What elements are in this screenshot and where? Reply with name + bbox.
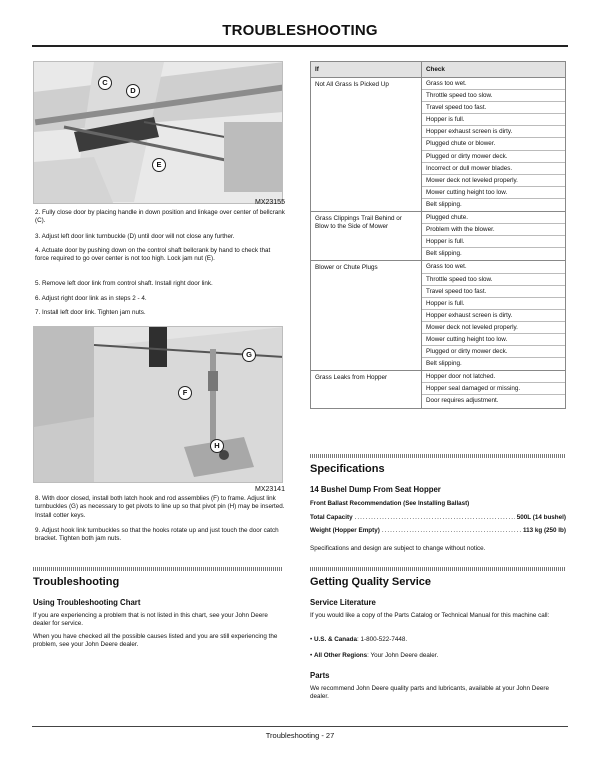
- check-item: Hopper exhaust screen is dirty.: [422, 126, 565, 138]
- other-regions-line: • All Other Regions: Your John Deere dealer.: [310, 652, 439, 659]
- check-item: Travel speed too fast.: [422, 102, 565, 114]
- check-cell: [422, 212, 566, 261]
- other-regions-value: : Your John Deere dealer.: [367, 652, 439, 659]
- step-text: 5. Remove left door link from control shaft. Install right door link.: [35, 280, 213, 287]
- step-text: 9. Adjust hook link turnbuckles so that the hooks rotate up and just touch the door catch bracket. Tighten both jam nuts.: [35, 527, 279, 543]
- check-item: Plugged chute or blower.: [422, 138, 565, 150]
- check-item: Throttle speed too slow.: [422, 90, 565, 102]
- step-text: 4. Actuate door by pushing down on the control shaft bellcrank by hand to check that force required to go over center is not too high. Lock jam nut (E).: [35, 247, 271, 263]
- if-cell: Not All Grass Is Picked Up: [311, 78, 422, 212]
- check-item: Door requires adjustment.: [426, 397, 499, 405]
- us-canada-label: U.S. & Canada: [313, 636, 358, 643]
- check-item: Grass too wet.: [422, 78, 565, 90]
- if-cell: Grass Clippings Trail Behind or Blow to the Side of Mower: [311, 212, 422, 261]
- troubleshooting-paragraph: When you have checked all the possible causes listed and you are still experiencing the problem, see your John Deere dealer.: [33, 633, 278, 649]
- door-linkage-illustration: [34, 62, 283, 204]
- callout-f: F: [178, 386, 192, 400]
- dot-leader: [382, 527, 521, 534]
- check-item: Hopper seal damaged or missing.: [422, 383, 565, 395]
- section-rule: [310, 567, 566, 571]
- spec-label: Total Capacity: [310, 514, 353, 521]
- check-item: Belt slipping.: [426, 200, 462, 208]
- check-item: Hopper exhaust screen is dirty.: [422, 310, 565, 322]
- title-rule: [32, 45, 568, 47]
- callout-e: E: [152, 158, 166, 172]
- figure-latch-hook: [33, 326, 283, 483]
- spec-row: [310, 527, 566, 534]
- check-cell: [422, 261, 566, 371]
- check-item: Mower deck not leveled properly.: [422, 322, 565, 334]
- footer-rule: [32, 726, 568, 727]
- table-header-row: [311, 62, 566, 78]
- section-rule: [33, 567, 283, 571]
- check-item: Plugged chute.: [422, 212, 565, 224]
- parts-text: We recommend John Deere quality parts and lubricants, available at your John Deere dealer.: [310, 685, 549, 701]
- step-text: 3. Adjust left door link turnbuckle (D) until door will not close any further.: [35, 233, 235, 240]
- check-item: Grass too wet.: [422, 261, 565, 273]
- callout-c: C: [98, 76, 112, 90]
- specifications-heading: Specifications: [310, 463, 385, 475]
- service-literature-text: If you would like a copy of the Parts Catalog or Technical Manual for this machine call:: [310, 612, 550, 619]
- check-item: Belt slipping.: [426, 250, 462, 258]
- troubleshooting-table: [310, 61, 566, 409]
- quality-service-heading: Getting Quality Service: [310, 576, 432, 588]
- figure-door-linkage: [33, 61, 283, 204]
- callout-h: H: [210, 439, 224, 453]
- spec-value: 500L (14 bushel): [516, 514, 566, 521]
- check-cell: [422, 371, 566, 408]
- check-item: Mower cutting height too low.: [422, 187, 565, 199]
- section-rule: [310, 454, 566, 458]
- check-item: Problem with the blower.: [422, 224, 565, 236]
- if-cell: Blower or Chute Plugs: [311, 261, 422, 371]
- spec-label: Weight (Hopper Empty): [310, 527, 380, 534]
- check-item: Belt slipping.: [426, 360, 462, 368]
- check-item: Plugged or dirty mower deck.: [422, 346, 565, 358]
- specifications-subheading: 14 Bushel Dump From Seat Hopper: [310, 485, 441, 494]
- table-body: [311, 78, 566, 409]
- check-item: Mower cutting height too low.: [422, 334, 565, 346]
- check-item: Plugged or dirty mower deck.: [422, 151, 565, 163]
- check-cell: [422, 78, 566, 212]
- parts-heading: Parts: [310, 671, 330, 680]
- troubleshooting-heading: Troubleshooting: [33, 576, 120, 588]
- ballast-recommendation: Front Ballast Recommendation (See Installing Ballast): [310, 500, 470, 507]
- specifications-note: Specifications and design are subject to change without notice.: [310, 545, 486, 552]
- check-item: Hopper is full.: [422, 114, 565, 126]
- troubleshooting-subheading: Using Troubleshooting Chart: [33, 598, 141, 607]
- step-text: 6. Adjust right door link as in steps 2 - 4.: [35, 295, 147, 302]
- page-title: TROUBLESHOOTING: [222, 22, 378, 39]
- check-item: Hopper door not latched.: [422, 371, 565, 383]
- us-canada-line: • U.S. & Canada: 1-800-522-7448.: [310, 636, 408, 643]
- spec-value: 113 kg (250 lb): [522, 527, 566, 534]
- table-row: [311, 371, 566, 408]
- check-item: Throttle speed too slow.: [422, 274, 565, 286]
- callout-d: D: [126, 84, 140, 98]
- figure-caption: MX23155: [255, 199, 285, 206]
- troubleshooting-paragraph: If you are experiencing a problem that is not listed in this chart, see your John Deere dealer for service.: [33, 612, 268, 628]
- check-item: Hopper is full.: [422, 298, 565, 310]
- callout-g: G: [242, 348, 256, 362]
- figure-caption: MX23141: [255, 486, 285, 493]
- header-check: Check: [422, 62, 566, 78]
- step-text: 7. Install left door link. Tighten jam nuts.: [35, 309, 146, 316]
- table-row: [311, 261, 566, 371]
- check-item: Hopper is full.: [422, 236, 565, 248]
- if-cell: Grass Leaks from Hopper: [311, 371, 422, 408]
- service-literature-heading: Service Literature: [310, 598, 376, 607]
- check-item: Incorrect or dull mower blades.: [422, 163, 565, 175]
- check-item: Mower deck not leveled properly.: [422, 175, 565, 187]
- step-text: 2. Fully close door by placing handle in down position and linkage over center of bellcrank (C).: [35, 209, 285, 225]
- table-row: [311, 212, 566, 261]
- other-regions-label: All Other Regions: [313, 652, 368, 659]
- step-text: 8. With door closed, install both latch hook and rod assemblies (F) to frame. Adjust link turnbuckles (G) as necessary to get pivots to line up so that pivot pin (H) may be inserted. Install cotter keys.: [35, 495, 285, 519]
- spec-row: [310, 514, 566, 521]
- header-if: If: [311, 62, 422, 78]
- check-item: Travel speed too fast.: [422, 286, 565, 298]
- table-row: [311, 78, 566, 212]
- us-canada-phone: : 1-800-522-7448.: [357, 636, 408, 643]
- page-footer: Troubleshooting - 27: [265, 731, 335, 740]
- dot-leader: [355, 514, 515, 521]
